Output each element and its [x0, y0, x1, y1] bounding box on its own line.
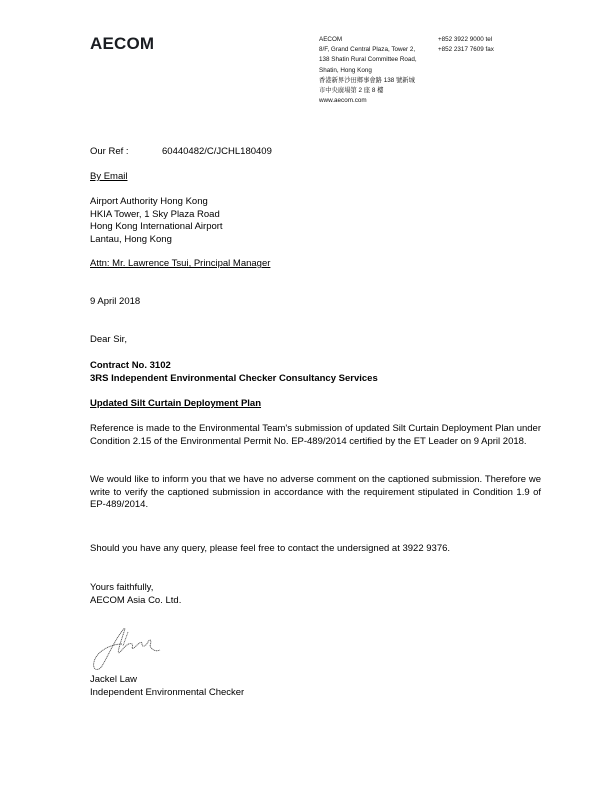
company-name: AECOM Asia Co. Ltd. — [90, 595, 182, 606]
fax-line: +852 2317 7609 fax — [438, 46, 494, 54]
recipient-line: Airport Authority Hong Kong — [90, 196, 208, 207]
reference-label: Our Ref : — [90, 146, 129, 157]
service-title: 3RS Independent Environmental Checker Consultancy Services — [90, 373, 378, 384]
signatory-title: Independent Environmental Checker — [90, 687, 245, 698]
recipient-line: Hong Kong International Airport — [90, 221, 223, 233]
attention-line: Attn: Mr. Lawrence Tsui, Principal Manager — [90, 258, 271, 269]
recipient-line: Lantau, Hong Kong — [90, 233, 172, 245]
signatory-name: Jackel Law — [90, 674, 137, 685]
body-paragraph-2: We would like to inform you that we have no adverse comment on the captioned submission. Therefore we write to verify the captioned submission in accordance with the requirement stipulated in Condition 1.9 of EP-489/2014. — [90, 474, 541, 511]
letterhead-address — [319, 35, 417, 106]
aecom-logo: AECOM — [90, 34, 155, 53]
tel-line: +852 3922 9000 tel — [438, 36, 493, 43]
contract-number: Contract No. 3102 — [90, 360, 171, 371]
address-line: 市中央廣場第 2 座 8 樓 — [319, 87, 384, 95]
signature-image — [90, 622, 190, 674]
body-paragraph-3: Should you have any query, please feel free to contact the undersigned at 3922 9376. — [90, 543, 451, 554]
reference-value: 60440482/C/JCHL180409 — [162, 146, 272, 157]
delivery-method: By Email — [90, 171, 128, 182]
address-line: 8/F, Grand Central Plaza, Tower 2, — [319, 46, 416, 54]
recipient-address — [90, 196, 223, 246]
body-paragraph-1: Reference is made to the Environmental Team's submission of updated Silt Curtain Deployment Plan under Condition 2.15 of the Environmental Permit No. EP-489/2014 certified by the ET Leader on 9 April 2018. — [90, 423, 541, 447]
recipient-line: HKIA Tower, 1 Sky Plaza Road — [90, 208, 220, 220]
letter-date: 9 April 2018 — [90, 296, 141, 307]
letterhead-contact — [438, 35, 494, 55]
website-link[interactable]: www.aecom.com — [319, 97, 367, 105]
address-line: 香港新界沙田鄉事會路 138 號新城 — [319, 76, 415, 84]
salutation: Dear Sir, — [90, 334, 127, 345]
address-line: Shatin, Hong Kong — [319, 66, 372, 74]
valediction: Yours faithfully, — [90, 582, 154, 593]
address-line: 138 Shatin Rural Committee Road, — [319, 56, 417, 64]
subject-title: Updated Silt Curtain Deployment Plan — [90, 398, 262, 409]
address-line: AECOM — [319, 36, 343, 43]
